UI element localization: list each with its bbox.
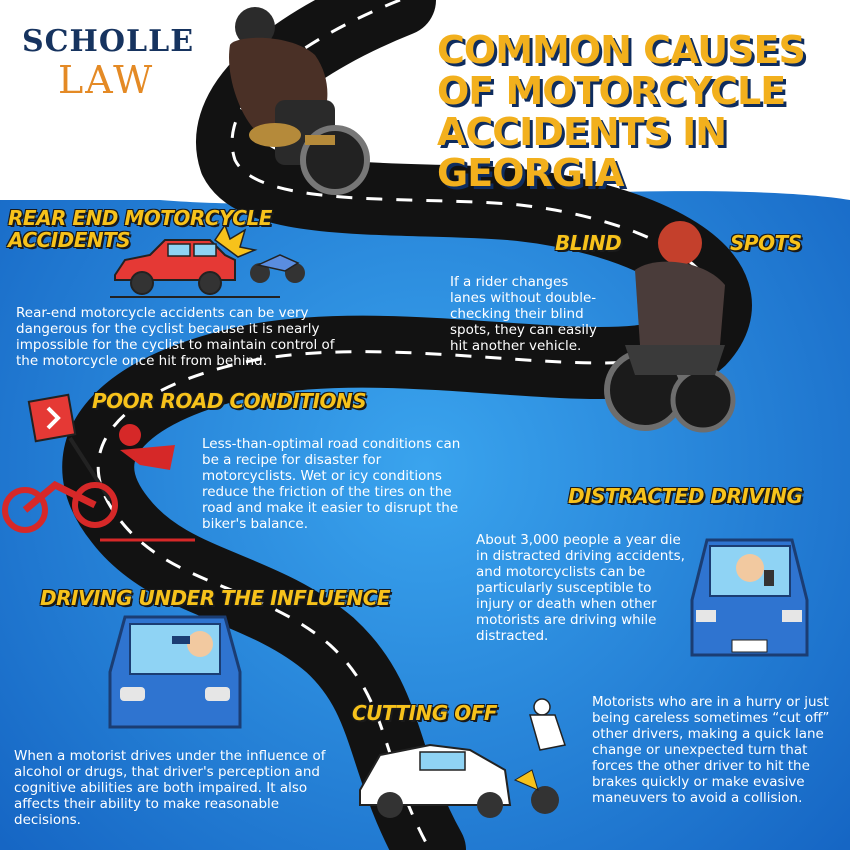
- blind-spot-rider-icon: [585, 215, 745, 445]
- title-line-1: COMMON CAUSES: [437, 28, 805, 72]
- heading-spots: SPOTS: [730, 231, 802, 255]
- heading-cutting-off: CUTTING OFF: [352, 701, 498, 725]
- heading-rear-end-line2: ACCIDENTS: [8, 228, 131, 252]
- heading-distracted: DISTRACTED DRIVING: [568, 484, 803, 508]
- title-line-3: ACCIDENTS IN GEORGIA: [437, 110, 727, 195]
- heading-poor-road: POOR ROAD CONDITIONS: [92, 389, 367, 413]
- distracted-driver-car-icon: [682, 530, 817, 670]
- heading-dui: DRIVING UNDER THE INFLUENCE: [40, 586, 391, 610]
- page-title: [437, 30, 847, 194]
- text-cutting-off: Motorists who are in a hurry or just being careless sometimes “cut off” other drivers, making a quick lane change or unexpected turn that forces the other driver to hit the brakes quickly or make evasive maneuvers to avoid a collision.: [592, 694, 830, 806]
- title-line-2: OF MOTORCYCLE: [437, 69, 786, 113]
- cutting-off-crash-icon: [350, 695, 590, 835]
- text-poor-road: Less-than-optimal road conditions can be a recipe for disaster for motorcyclists. Wet or icy conditions reduce the friction of the tires on the road and make it easier to disrupt the biker's balance.: [202, 436, 461, 532]
- text-dui: When a motorist drives under the influence of alcohol or drugs, that driver's perception and cognitive abilities are both impaired. It also affects their ability to make reasonable decisions.: [14, 748, 326, 828]
- rear-end-crash-icon: [110, 225, 310, 305]
- dui-driver-car-icon: [100, 612, 250, 737]
- heading-blind: BLIND: [555, 231, 622, 255]
- road-hazard-crash-icon: [0, 390, 200, 545]
- text-distracted: About 3,000 people a year die in distracted driving accidents, and motorcyclists can be particularly susceptible to injury or death when other motorists are driving while distracted.: [476, 532, 685, 644]
- text-rear-end: Rear-end motorcycle accidents can be very dangerous for the cyclist because it is nearly impossible for the cyclist to maintain control of the motorcycle once hit from behind.: [16, 305, 335, 369]
- text-blind-spots: If a rider changes lanes without double-checking their blind spots, they can easily hit another vehicle.: [450, 274, 597, 354]
- rider-motorcycle-icon: [215, 5, 405, 205]
- brand-sub: LAW: [58, 58, 155, 102]
- heading-rear-end-line1: REAR END MOTORCYCLE: [8, 206, 272, 230]
- brand-name: SCHOLLE: [22, 24, 195, 59]
